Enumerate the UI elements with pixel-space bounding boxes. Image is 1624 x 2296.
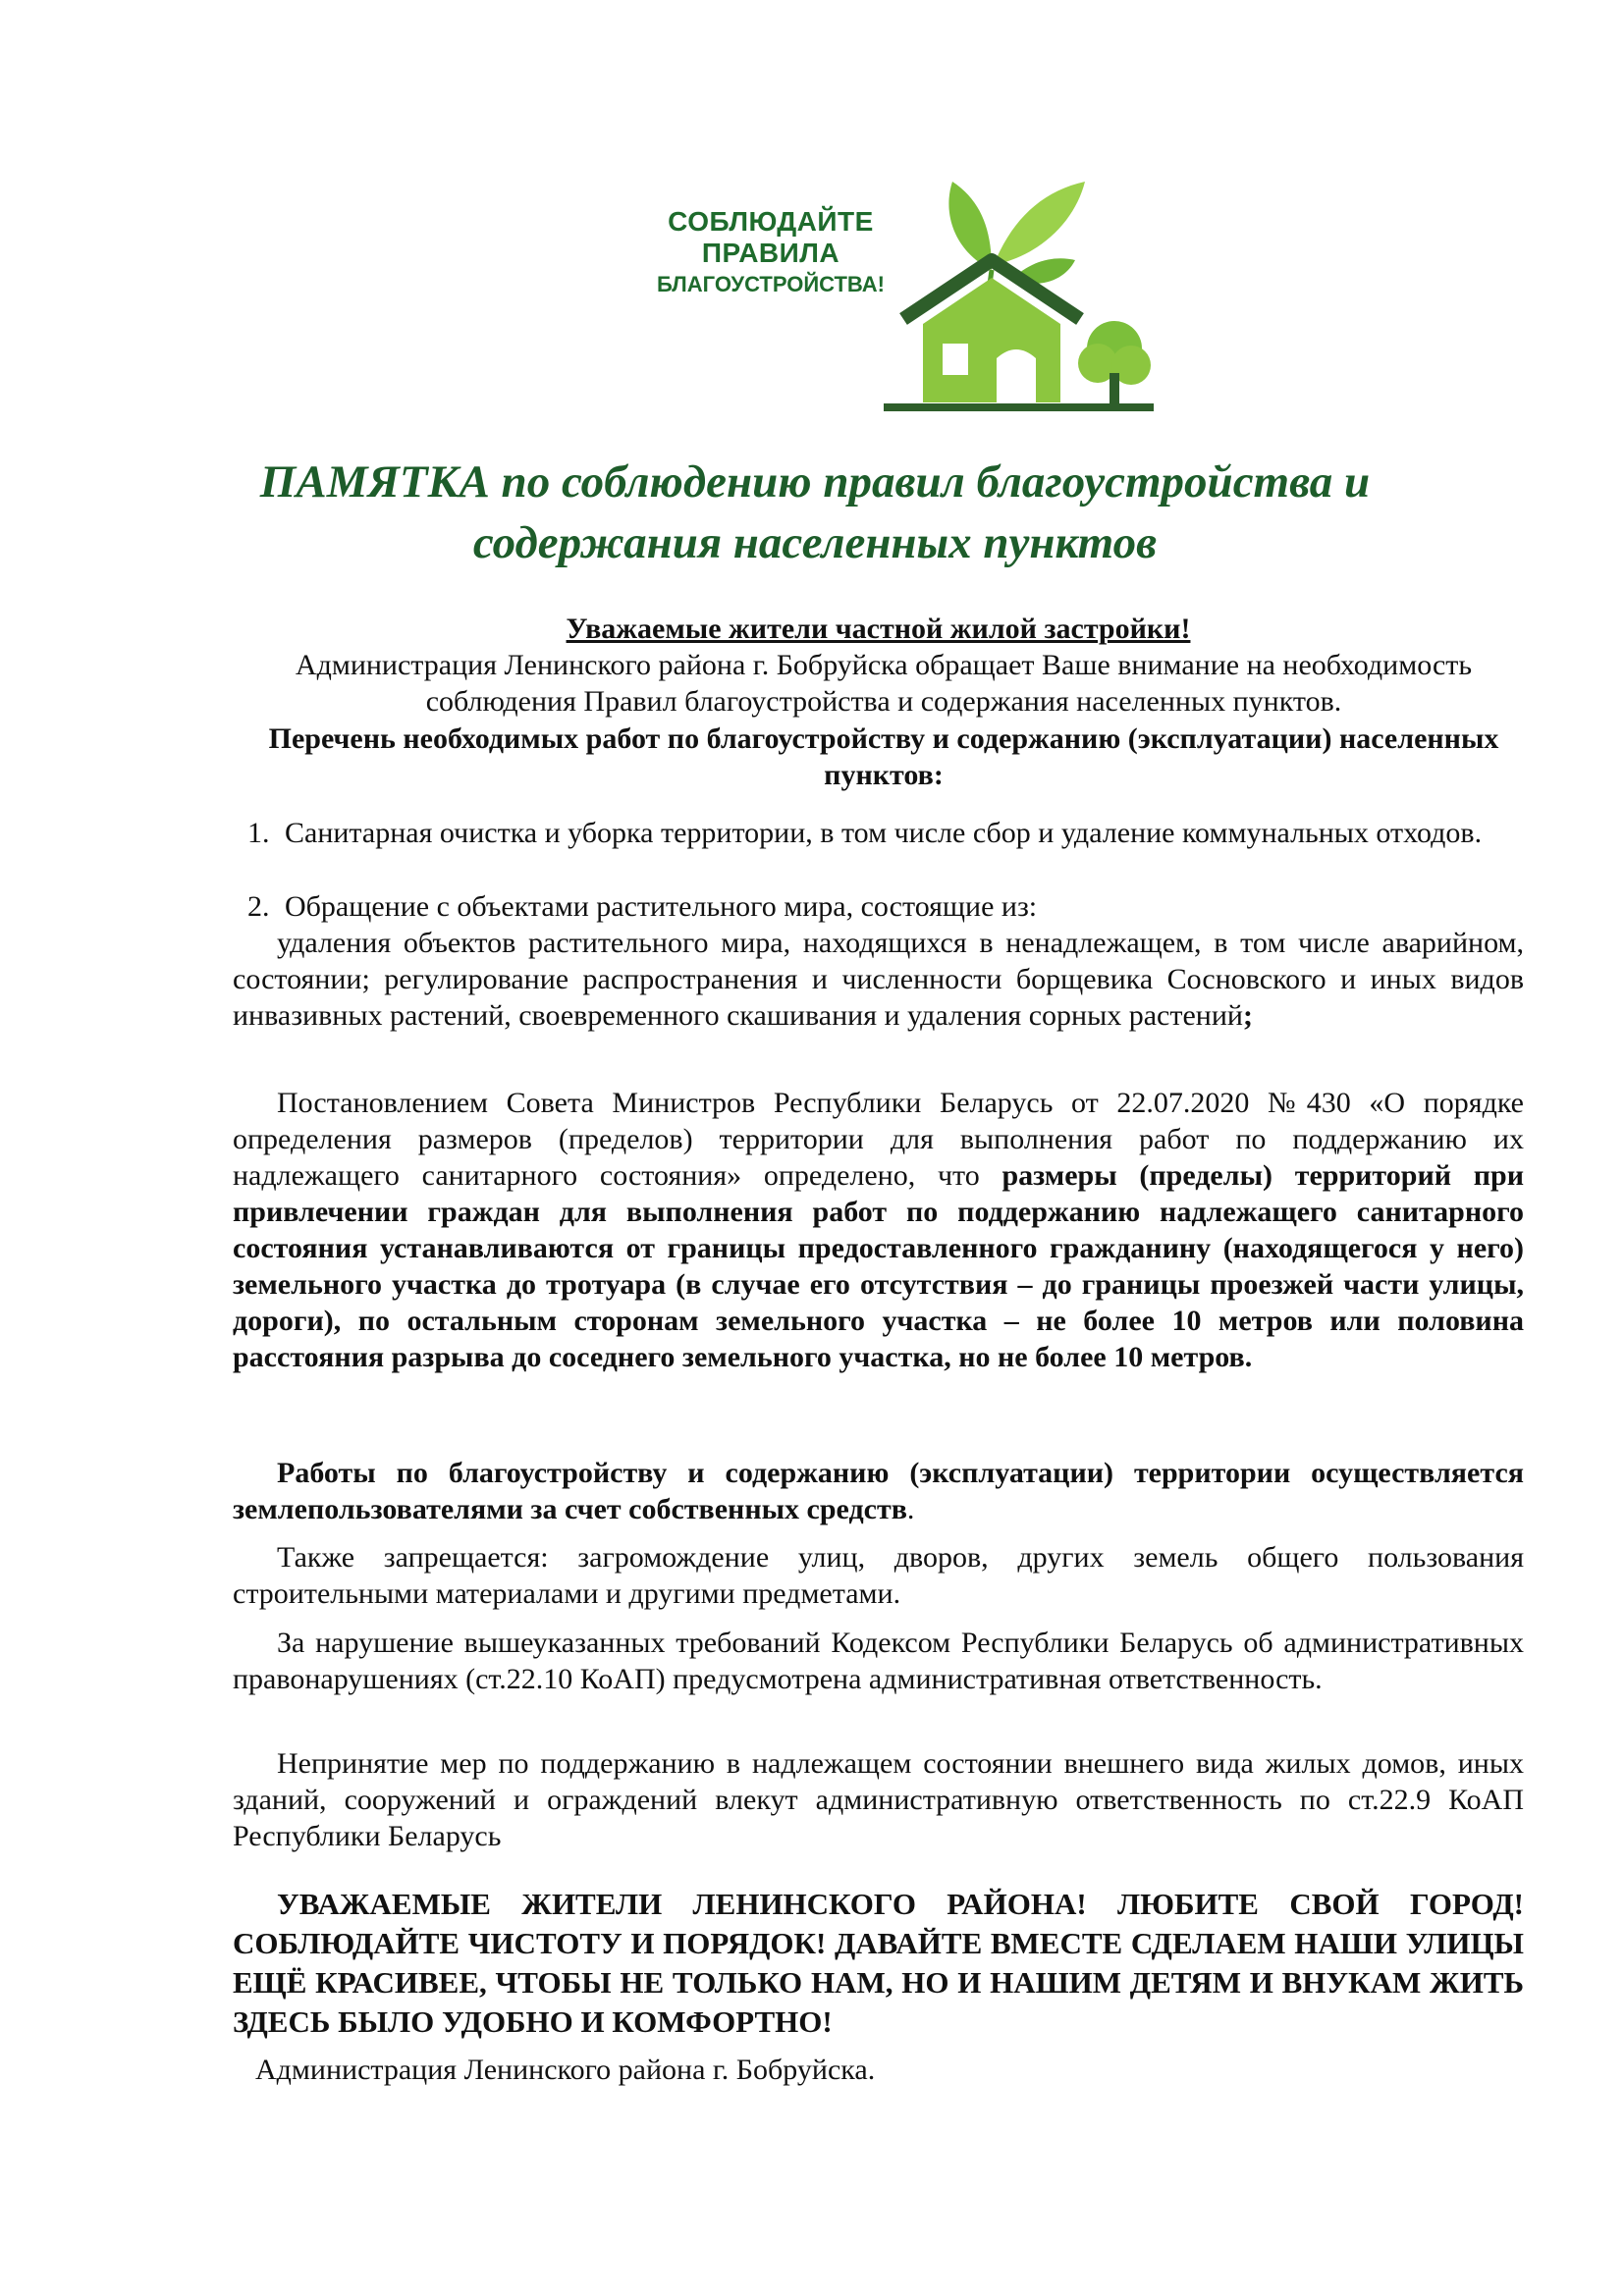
- prohibited-paragraph: Также запрещается: загромождение улиц, дворов, других земель общего пользования строительными материалами и другими предметами.: [233, 1541, 1524, 1610]
- list-item-1: [247, 815, 1524, 851]
- list-item-number: 1.: [247, 817, 270, 849]
- list-item-number: 2.: [247, 890, 270, 923]
- list-item-text: Санитарная очистка и уборка территории, в том числе сбор и удаление коммунальных отходов.: [285, 817, 1483, 849]
- list-continuation: [233, 925, 1524, 1034]
- resolution-bold-text: размеры (пределы) территорий при привлечении граждан для выполнения работ по поддержанию надлежащего санитарного состояния устанавливаются от границы предоставленного гражданину (находящегося у него) земельного участка до тротуара (в случае его отсутствия – до границы проезжей части улицы, дороги), по остальным сторонам земельного участка – не более 10 метров или половина расстояния разрыва до соседнего земельного участка, но не более 10 метров.: [233, 1159, 1524, 1373]
- logo-line-1: СОБЛЮДАЙТЕ: [668, 206, 874, 237]
- page-title: ПАМЯТКА по соблюдению правил благоустройства и содержания населенных пунктов: [259, 456, 1371, 568]
- list-continuation-end: ;: [1242, 999, 1253, 1032]
- logo-line-3: БЛАГОУСТРОЙСТВА!: [657, 272, 885, 296]
- list-heading: Перечень необходимых работ по благоустройству и содержанию (эксплуатации) населенных пунктов:: [268, 722, 1499, 791]
- greeting: Уважаемые жители частной жилой застройки!: [566, 613, 1191, 645]
- list-item-2: [247, 888, 1524, 925]
- logo: [648, 162, 1159, 417]
- works-paragraph: [233, 1455, 1524, 1527]
- resolution-text: Постановлением Совета Министров Республики Беларусь от 22.07.2020 №430 «О порядке определения размеров (пределов) территории для выполнения работ по поддержанию их надлежащего санитарного состояния» определено, что: [233, 1087, 1524, 1192]
- works-bold-text: Работы по благоустройству и содержанию (эксплуатации) территории осуществляется землепользователями за счет собственных средств: [233, 1457, 1524, 1525]
- signature: Администрация Ленинского района г. Бобруйска.: [255, 2054, 876, 2086]
- resolution-paragraph: [233, 1085, 1524, 1375]
- intro-paragraph: Администрация Ленинского района г. Бобруйска обращает Ваше внимание на необходимость соблюдения Правил благоустройства и содержания населенных пунктов.: [295, 649, 1473, 718]
- list-continuation-text: удаления объектов растительного мира, находящихся в ненадлежащем, в том числе аварийном, состоянии; регулирование распространения и численности борщевика Сосновского и иных видов инвазивных растений, своевременного скашивания и удаления сорных растений: [233, 927, 1524, 1032]
- logo-line-2: ПРАВИЛА: [701, 238, 840, 268]
- appeal: УВАЖАЕМЫЕ ЖИТЕЛИ ЛЕНИНСКОГО РАЙОНА! ЛЮБИТЕ СВОЙ ГОРОД! СОБЛЮДАЙТЕ ЧИСТОТУ И ПОРЯДОК! ДАВАЙТЕ ВМЕСТЕ СДЕЛАЕМ НАШИ УЛИЦЫ ЕЩЁ КРАСИВЕЕ, ЧТОБЫ НЕ ТОЛЬКО НАМ, НО И НАШИМ ДЕТЯМ И ВНУКАМ ЖИТЬ ЗДЕСЬ БЫЛО УДОБНО И КОМФОРТНО!: [233, 1887, 1524, 2039]
- house-sprout-icon: [844, 162, 1159, 417]
- list-item-text: Обращение с объектами растительного мира, состоящие из:: [285, 890, 1038, 923]
- violation-paragraph: За нарушение вышеуказанных требований Кодексом Республики Беларусь об административных правонарушениях (ст.22.10 КоАП) предусмотрена административная ответственность.: [233, 1627, 1524, 1695]
- facades-paragraph: Непринятие мер по поддержанию в надлежащем состоянии внешнего вида жилых домов, иных зданий, сооружений и ограждений влекут административную ответственность по ст.22.9 КоАП Республики Беларусь: [233, 1747, 1524, 1852]
- works-end: .: [906, 1493, 915, 1525]
